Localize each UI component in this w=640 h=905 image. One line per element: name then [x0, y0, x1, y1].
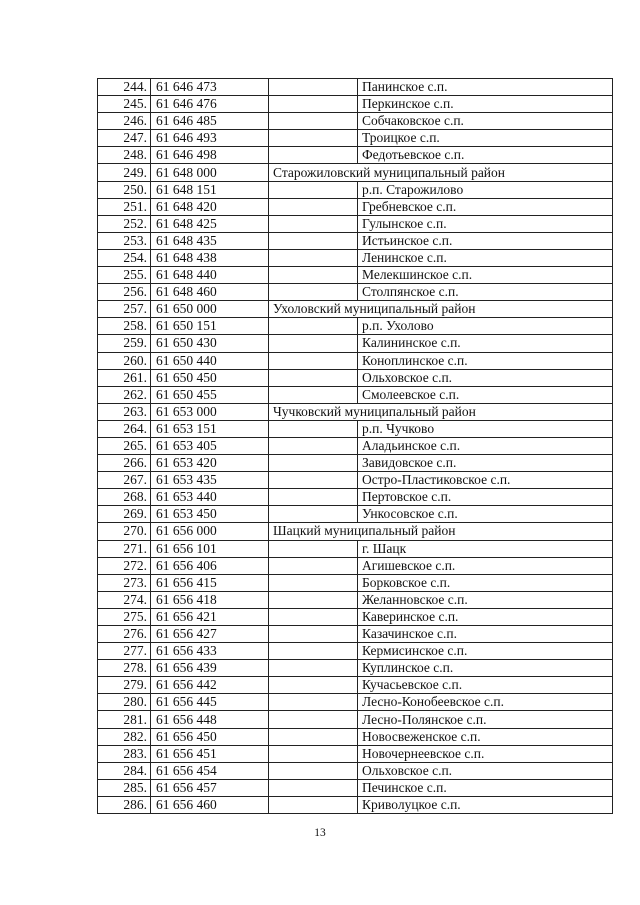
empty-cell	[269, 284, 358, 301]
empty-cell	[269, 643, 358, 660]
row-number: 274.	[98, 591, 151, 608]
oktmo-code: 61 653 000	[151, 403, 269, 420]
district-name: Ухоловский муниципальный район	[269, 301, 613, 318]
empty-cell	[269, 540, 358, 557]
empty-cell	[269, 267, 358, 284]
table-row	[98, 626, 613, 643]
row-number: 265.	[98, 437, 151, 454]
table-row	[98, 694, 613, 711]
row-number: 261.	[98, 369, 151, 386]
oktmo-code: 61 656 418	[151, 591, 269, 608]
settlement-name: Гребневское с.п.	[358, 198, 613, 215]
oktmo-code: 61 656 460	[151, 796, 269, 813]
table-row	[98, 113, 613, 130]
row-number: 271.	[98, 540, 151, 557]
row-number: 286.	[98, 796, 151, 813]
settlement-name: Казачинское с.п.	[358, 626, 613, 643]
oktmo-code: 61 656 406	[151, 557, 269, 574]
row-number: 251.	[98, 198, 151, 215]
row-number: 264.	[98, 420, 151, 437]
table-row	[98, 677, 613, 694]
table-row	[98, 369, 613, 386]
table-row	[98, 796, 613, 813]
row-number: 252.	[98, 215, 151, 232]
oktmo-code: 61 648 425	[151, 215, 269, 232]
table-row	[98, 232, 613, 249]
table-row	[98, 301, 613, 318]
row-number: 269.	[98, 506, 151, 523]
table-row	[98, 540, 613, 557]
settlement-name: Каверинское с.п.	[358, 608, 613, 625]
settlement-name: Желанновское с.п.	[358, 591, 613, 608]
settlement-name: г. Шацк	[358, 540, 613, 557]
oktmo-code: 61 656 442	[151, 677, 269, 694]
settlement-name: р.п. Чучково	[358, 420, 613, 437]
table-row	[98, 489, 613, 506]
oktmo-code: 61 648 151	[151, 181, 269, 198]
oktmo-code: 61 656 433	[151, 643, 269, 660]
row-number: 263.	[98, 403, 151, 420]
empty-cell	[269, 386, 358, 403]
empty-cell	[269, 455, 358, 472]
settlement-name: Борковское с.п.	[358, 574, 613, 591]
district-name: Шацкий муниципальный район	[269, 523, 613, 540]
settlement-name: Куплинское с.п.	[358, 660, 613, 677]
empty-cell	[269, 335, 358, 352]
table-row	[98, 403, 613, 420]
oktmo-code: 61 648 000	[151, 164, 269, 181]
oktmo-code: 61 656 427	[151, 626, 269, 643]
oktmo-code: 61 650 455	[151, 386, 269, 403]
oktmo-code: 61 653 405	[151, 437, 269, 454]
table-row	[98, 455, 613, 472]
settlement-name: Новосвеженское с.п.	[358, 728, 613, 745]
table-row	[98, 284, 613, 301]
oktmo-code: 61 653 151	[151, 420, 269, 437]
table-row	[98, 523, 613, 540]
oktmo-code: 61 656 450	[151, 728, 269, 745]
row-number: 254.	[98, 249, 151, 266]
oktmo-code: 61 653 420	[151, 455, 269, 472]
empty-cell	[269, 96, 358, 113]
table-row	[98, 164, 613, 181]
oktmo-code: 61 646 473	[151, 79, 269, 96]
table-row	[98, 352, 613, 369]
row-number: 285.	[98, 779, 151, 796]
oktmo-code: 61 646 498	[151, 147, 269, 164]
table-row	[98, 437, 613, 454]
empty-cell	[269, 369, 358, 386]
oktmo-code: 61 656 415	[151, 574, 269, 591]
table-row	[98, 608, 613, 625]
empty-cell	[269, 762, 358, 779]
settlement-name: Коноплинское с.п.	[358, 352, 613, 369]
table-row	[98, 574, 613, 591]
empty-cell	[269, 608, 358, 625]
settlement-name: Агишевское с.п.	[358, 557, 613, 574]
row-number: 244.	[98, 79, 151, 96]
oktmo-code: 61 653 450	[151, 506, 269, 523]
row-number: 255.	[98, 267, 151, 284]
empty-cell	[269, 420, 358, 437]
oktmo-code: 61 656 101	[151, 540, 269, 557]
settlement-name: Кермисинское с.п.	[358, 643, 613, 660]
oktmo-code: 61 656 421	[151, 608, 269, 625]
oktmo-code: 61 656 454	[151, 762, 269, 779]
row-number: 246.	[98, 113, 151, 130]
table-row	[98, 198, 613, 215]
table-row	[98, 249, 613, 266]
settlement-name: Панинское с.п.	[358, 79, 613, 96]
row-number: 267.	[98, 472, 151, 489]
table-row	[98, 779, 613, 796]
row-number: 284.	[98, 762, 151, 779]
district-name: Старожиловский муниципальный район	[269, 164, 613, 181]
row-number: 245.	[98, 96, 151, 113]
empty-cell	[269, 591, 358, 608]
settlement-name: Смолеевское с.п.	[358, 386, 613, 403]
table-row	[98, 745, 613, 762]
empty-cell	[269, 711, 358, 728]
table-row	[98, 335, 613, 352]
settlement-name: Ольховское с.п.	[358, 369, 613, 386]
district-name: Чучковский муниципальный район	[269, 403, 613, 420]
settlement-name: Истьинское с.п.	[358, 232, 613, 249]
row-number: 277.	[98, 643, 151, 660]
oktmo-code: 61 653 440	[151, 489, 269, 506]
oktmo-code: 61 650 151	[151, 318, 269, 335]
row-number: 279.	[98, 677, 151, 694]
row-number: 266.	[98, 455, 151, 472]
row-number: 259.	[98, 335, 151, 352]
empty-cell	[269, 557, 358, 574]
row-number: 253.	[98, 232, 151, 249]
settlement-name: Столпянское с.п.	[358, 284, 613, 301]
table-row	[98, 557, 613, 574]
settlement-name: Остро-Пластиковское с.п.	[358, 472, 613, 489]
settlement-name: Калининское с.п.	[358, 335, 613, 352]
row-number: 272.	[98, 557, 151, 574]
settlement-name: Федотьевское с.п.	[358, 147, 613, 164]
settlement-name: Лесно-Конобеевское с.п.	[358, 694, 613, 711]
table-row	[98, 79, 613, 96]
empty-cell	[269, 660, 358, 677]
table-row	[98, 386, 613, 403]
table-row	[98, 643, 613, 660]
row-number: 276.	[98, 626, 151, 643]
empty-cell	[269, 506, 358, 523]
oktmo-code: 61 656 000	[151, 523, 269, 540]
row-number: 257.	[98, 301, 151, 318]
empty-cell	[269, 437, 358, 454]
settlement-name: р.п. Старожилово	[358, 181, 613, 198]
row-number: 249.	[98, 164, 151, 181]
table-row	[98, 591, 613, 608]
empty-cell	[269, 198, 358, 215]
oktmo-code: 61 648 438	[151, 249, 269, 266]
table-row	[98, 181, 613, 198]
settlement-name: Ольховское с.п.	[358, 762, 613, 779]
table-row	[98, 130, 613, 147]
oktmo-code: 61 650 450	[151, 369, 269, 386]
municipal-codes-table	[97, 78, 613, 814]
settlement-name: Ункосовское с.п.	[358, 506, 613, 523]
empty-cell	[269, 147, 358, 164]
empty-cell	[269, 779, 358, 796]
settlement-name: Криволуцкое с.п.	[358, 796, 613, 813]
settlement-name: Аладьинское с.п.	[358, 437, 613, 454]
empty-cell	[269, 796, 358, 813]
row-number: 247.	[98, 130, 151, 147]
empty-cell	[269, 318, 358, 335]
oktmo-code: 61 648 460	[151, 284, 269, 301]
row-number: 278.	[98, 660, 151, 677]
empty-cell	[269, 472, 358, 489]
oktmo-code: 61 648 420	[151, 198, 269, 215]
page-number: 13	[314, 827, 326, 839]
settlement-name: Троицкое с.п.	[358, 130, 613, 147]
row-number: 283.	[98, 745, 151, 762]
row-number: 270.	[98, 523, 151, 540]
table-row	[98, 420, 613, 437]
empty-cell	[269, 232, 358, 249]
table-row	[98, 762, 613, 779]
table-row	[98, 506, 613, 523]
empty-cell	[269, 181, 358, 198]
table-row	[98, 147, 613, 164]
table-row	[98, 728, 613, 745]
empty-cell	[269, 694, 358, 711]
oktmo-code: 61 650 000	[151, 301, 269, 318]
empty-cell	[269, 728, 358, 745]
settlement-name: Кучасьевское с.п.	[358, 677, 613, 694]
row-number: 282.	[98, 728, 151, 745]
row-number: 281.	[98, 711, 151, 728]
table-body	[98, 79, 613, 814]
oktmo-code: 61 648 440	[151, 267, 269, 284]
settlement-name: Собчаковское с.п.	[358, 113, 613, 130]
empty-cell	[269, 677, 358, 694]
table-row	[98, 96, 613, 113]
oktmo-code: 61 646 485	[151, 113, 269, 130]
settlement-name: Гулынское с.п.	[358, 215, 613, 232]
empty-cell	[269, 130, 358, 147]
oktmo-code: 61 653 435	[151, 472, 269, 489]
settlement-name: Ленинское с.п.	[358, 249, 613, 266]
oktmo-code: 61 656 445	[151, 694, 269, 711]
row-number: 248.	[98, 147, 151, 164]
oktmo-code: 61 650 430	[151, 335, 269, 352]
empty-cell	[269, 249, 358, 266]
settlement-name: Завидовское с.п.	[358, 455, 613, 472]
oktmo-code: 61 656 451	[151, 745, 269, 762]
table-row	[98, 267, 613, 284]
oktmo-code: 61 646 493	[151, 130, 269, 147]
row-number: 258.	[98, 318, 151, 335]
oktmo-code: 61 650 440	[151, 352, 269, 369]
row-number: 268.	[98, 489, 151, 506]
settlement-name: Пертовское с.п.	[358, 489, 613, 506]
oktmo-code: 61 646 476	[151, 96, 269, 113]
empty-cell	[269, 215, 358, 232]
settlement-name: Новочернеевское с.п.	[358, 745, 613, 762]
table-row	[98, 711, 613, 728]
empty-cell	[269, 352, 358, 369]
oktmo-code: 61 656 457	[151, 779, 269, 796]
empty-cell	[269, 113, 358, 130]
table-row	[98, 472, 613, 489]
oktmo-code: 61 656 439	[151, 660, 269, 677]
row-number: 262.	[98, 386, 151, 403]
row-number: 273.	[98, 574, 151, 591]
oktmo-code: 61 648 435	[151, 232, 269, 249]
table-row	[98, 318, 613, 335]
empty-cell	[269, 745, 358, 762]
empty-cell	[269, 489, 358, 506]
settlement-name: Лесно-Полянское с.п.	[358, 711, 613, 728]
row-number: 260.	[98, 352, 151, 369]
settlement-name: Мелекшинское с.п.	[358, 267, 613, 284]
row-number: 275.	[98, 608, 151, 625]
row-number: 280.	[98, 694, 151, 711]
table-row	[98, 660, 613, 677]
table-row	[98, 215, 613, 232]
empty-cell	[269, 79, 358, 96]
settlement-name: Перкинское с.п.	[358, 96, 613, 113]
settlement-name: р.п. Ухолово	[358, 318, 613, 335]
row-number: 256.	[98, 284, 151, 301]
oktmo-code: 61 656 448	[151, 711, 269, 728]
settlement-name: Печинское с.п.	[358, 779, 613, 796]
empty-cell	[269, 574, 358, 591]
empty-cell	[269, 626, 358, 643]
row-number: 250.	[98, 181, 151, 198]
